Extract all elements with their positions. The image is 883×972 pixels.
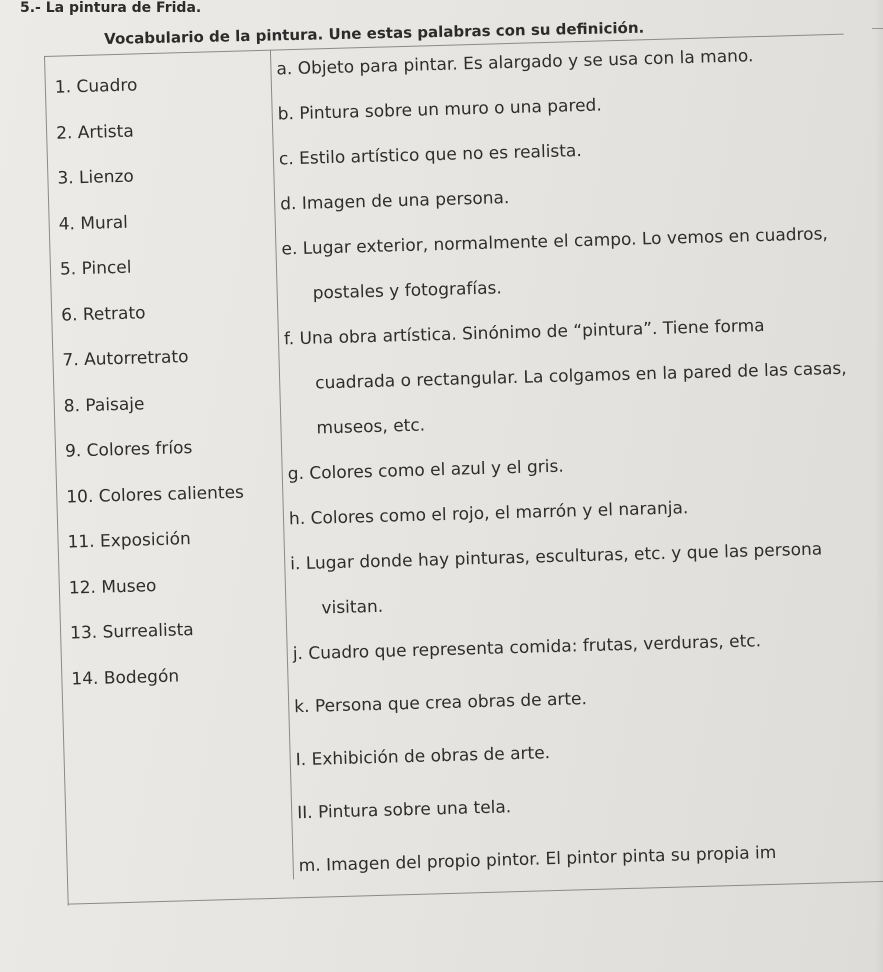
term-item: 2. Artista <box>55 121 134 144</box>
term-item: 5. Pincel <box>59 257 132 280</box>
terms-column <box>55 73 250 715</box>
term-item: 7. Autorretrato <box>62 347 189 371</box>
definition-line: m. Imagen del propio pintor. El pintor pinta su propia im <box>298 842 777 877</box>
term-item: 14. Bodegón <box>71 665 180 689</box>
definition-line: postales y fotografías. <box>312 278 503 304</box>
term-item: 8. Paisaje <box>63 393 145 417</box>
definition-line: c. Estilo artístico que no es realista. <box>278 141 583 170</box>
definition-line: cuadrada o rectangular. La colgamos en la pared de las casas, <box>314 358 847 394</box>
term-item: 11. Exposición <box>67 529 192 553</box>
definition-line: e. Lugar exterior, normalmente el campo. Lo vemos en cuadros, <box>281 224 829 260</box>
definition-line: a. Objeto para pintar. Es alargado y se usa con la mano. <box>276 46 754 80</box>
definition-line: k. Persona que crea obras de arte. <box>294 689 588 718</box>
term-item: 13. Surrealista <box>69 620 194 644</box>
definition-line: visitan. <box>321 596 384 619</box>
definition-line: d. Imagen de una persona. <box>279 188 510 215</box>
exercise-instructions: Vocabulario de la pintura. Une estas palabras con su definición. <box>104 18 645 48</box>
exercise-heading: 5.- La pintura de Frida. <box>20 0 202 16</box>
definition-line: g. Colores como el azul y el gris. <box>287 456 565 485</box>
term-item: 6. Retrato <box>60 302 146 326</box>
page-edge-shadow <box>875 0 883 972</box>
definition-line: h. Colores como el rojo, el marrón y el naranja. <box>288 498 689 530</box>
definitions-column <box>276 44 861 909</box>
term-item: 12. Museo <box>68 575 157 599</box>
definition-line: f. Una obra artística. Sinónimo de “pintura”. Tiene forma <box>283 315 765 350</box>
definition-line: i. Lugar donde hay pinturas, esculturas, etc. y que las persona <box>290 539 823 575</box>
term-item: 1. Cuadro <box>54 75 138 98</box>
definition-line: b. Pintura sobre un muro o una pared. <box>277 95 603 125</box>
term-item: 10. Colores calientes <box>66 482 245 508</box>
term-item: 3. Lienzo <box>57 166 135 189</box>
definition-line: museos, etc. <box>316 415 426 439</box>
matching-table <box>44 33 883 908</box>
definition-line: j. Cuadro que representa comida: frutas, verduras, etc. <box>292 631 762 665</box>
term-item: 9. Colores fríos <box>64 438 193 462</box>
definition-line: II. Pintura sobre una tela. <box>296 797 512 824</box>
definition-line: I. Exhibición de obras de arte. <box>295 743 551 771</box>
term-item: 4. Mural <box>58 212 129 235</box>
